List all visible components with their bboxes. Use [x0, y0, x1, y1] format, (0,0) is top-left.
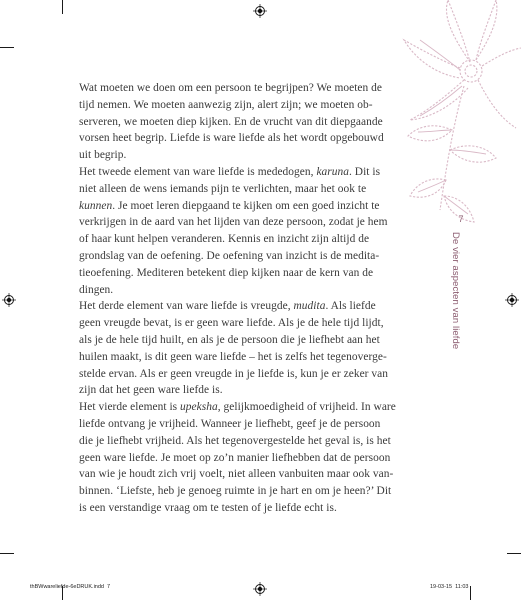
text-line: [79, 198, 454, 215]
text-line: uit begrip.: [79, 149, 127, 162]
text-line: [79, 164, 454, 181]
text-line: als je de hele tijd huilt, en als je de persoon die je liefhebt aan het: [79, 333, 380, 346]
text-line: is een verstandige vraag om te testen of je liefde echt is.: [79, 501, 337, 514]
text-run: . Als liefde: [325, 300, 376, 313]
body-text: [79, 80, 454, 517]
registration-mark-top-icon: [253, 4, 267, 18]
text-line: tieoefening. Mediteren betekent diep kijken naar de kern van de: [79, 266, 374, 279]
text-line: vorsen heet begrip. Liefde is ware liefde als het wordt opgebouwd: [79, 132, 384, 145]
text-line: huilen maakt, is dit geen ware liefde – het is zelfs het tegenoverge-: [79, 350, 387, 363]
text-line: serveren, we moeten diep kijken. En de vrucht van dit diepgaande: [79, 115, 383, 128]
page-number: 7: [458, 214, 464, 224]
term-upeksha: upeksha: [180, 401, 218, 414]
term-mudita: mudita: [293, 300, 326, 313]
text-run: . Dit is: [349, 165, 381, 178]
running-header: De vier aspecten van liefde: [450, 232, 461, 350]
slug-file: thBWwareliefde-6eDRUK.indd 7: [30, 584, 111, 590]
text-line: geen ware liefde. Je moet op zo’n manier liefhebben dat de persoon: [79, 451, 391, 464]
crop-mark-left-bottom: [0, 553, 14, 554]
text-line: [79, 298, 454, 315]
crop-mark-bottom-right: [470, 586, 471, 600]
text-line: dingen.: [79, 283, 114, 296]
text-run: , gelijkmoedigheid of vrijheid. In ware: [217, 401, 396, 414]
text-line: verkrijgen in de aard van het lijden van deze persoon, zodat je hem: [79, 216, 388, 229]
text-line: tijd nemen. We moeten aanwezig zijn, alert zijn; we moeten ob-: [79, 98, 373, 111]
text-line: grondslag van de oefening. De oefening van inzicht is de medita-: [79, 249, 380, 262]
emphasis-kunnen: kunnen: [79, 199, 113, 212]
text-line: niet alleen de wens iemands pijn te verlichten, maar het ook te: [79, 182, 367, 195]
text-line: liefde ontvang je vrijheid. Wanneer je liefhebt, geef je de persoon: [79, 417, 381, 430]
text-run: . Je moet leren diepgaand te kijken om een goed inzicht te: [112, 199, 380, 212]
text-line: geen vreugde bevat, is er geen ware liefde. Als je de hele tijd lijdt,: [79, 317, 384, 330]
text-line: stelde ervan. Als er geen vreugde in je liefde is, kun je er zeker van: [79, 367, 389, 380]
registration-mark-bottom-icon: [253, 582, 267, 596]
text-line: van wie je houdt zich vrij voelt, niet alleen vanbuiten maar ook van-: [79, 468, 394, 481]
text-run: Het vierde element is: [79, 401, 181, 414]
term-karuna: karuna: [316, 165, 350, 178]
crop-mark-left-top: [0, 47, 14, 48]
text-run: Het tweede element van ware liefde is mededogen,: [79, 165, 317, 178]
text-line: Wat moeten we doen om een persoon te begrijpen? We moeten de: [79, 82, 383, 94]
text-line: die je liefhebt vrijheid. Als het tegenovergestelde het geval is, is het: [79, 434, 391, 447]
text-run: Het derde element van ware liefde is vreugde,: [79, 300, 294, 313]
slug-timestamp: 19-03-15 11:03: [430, 584, 469, 590]
registration-mark-left-icon: [2, 293, 16, 307]
crop-mark-right-bottom: [507, 553, 521, 554]
text-line: of haar kunt helpen veranderen. Kennis en inzicht zijn altijd de: [79, 233, 370, 246]
text-line: zijn dat het geen ware liefde is.: [79, 384, 223, 397]
text-line: [79, 399, 454, 416]
text-line: binnen. ‘Liefste, heb je genoeg ruimte in je hart en om je heen?’ Dit: [79, 485, 392, 498]
crop-mark-top-left: [62, 0, 63, 14]
